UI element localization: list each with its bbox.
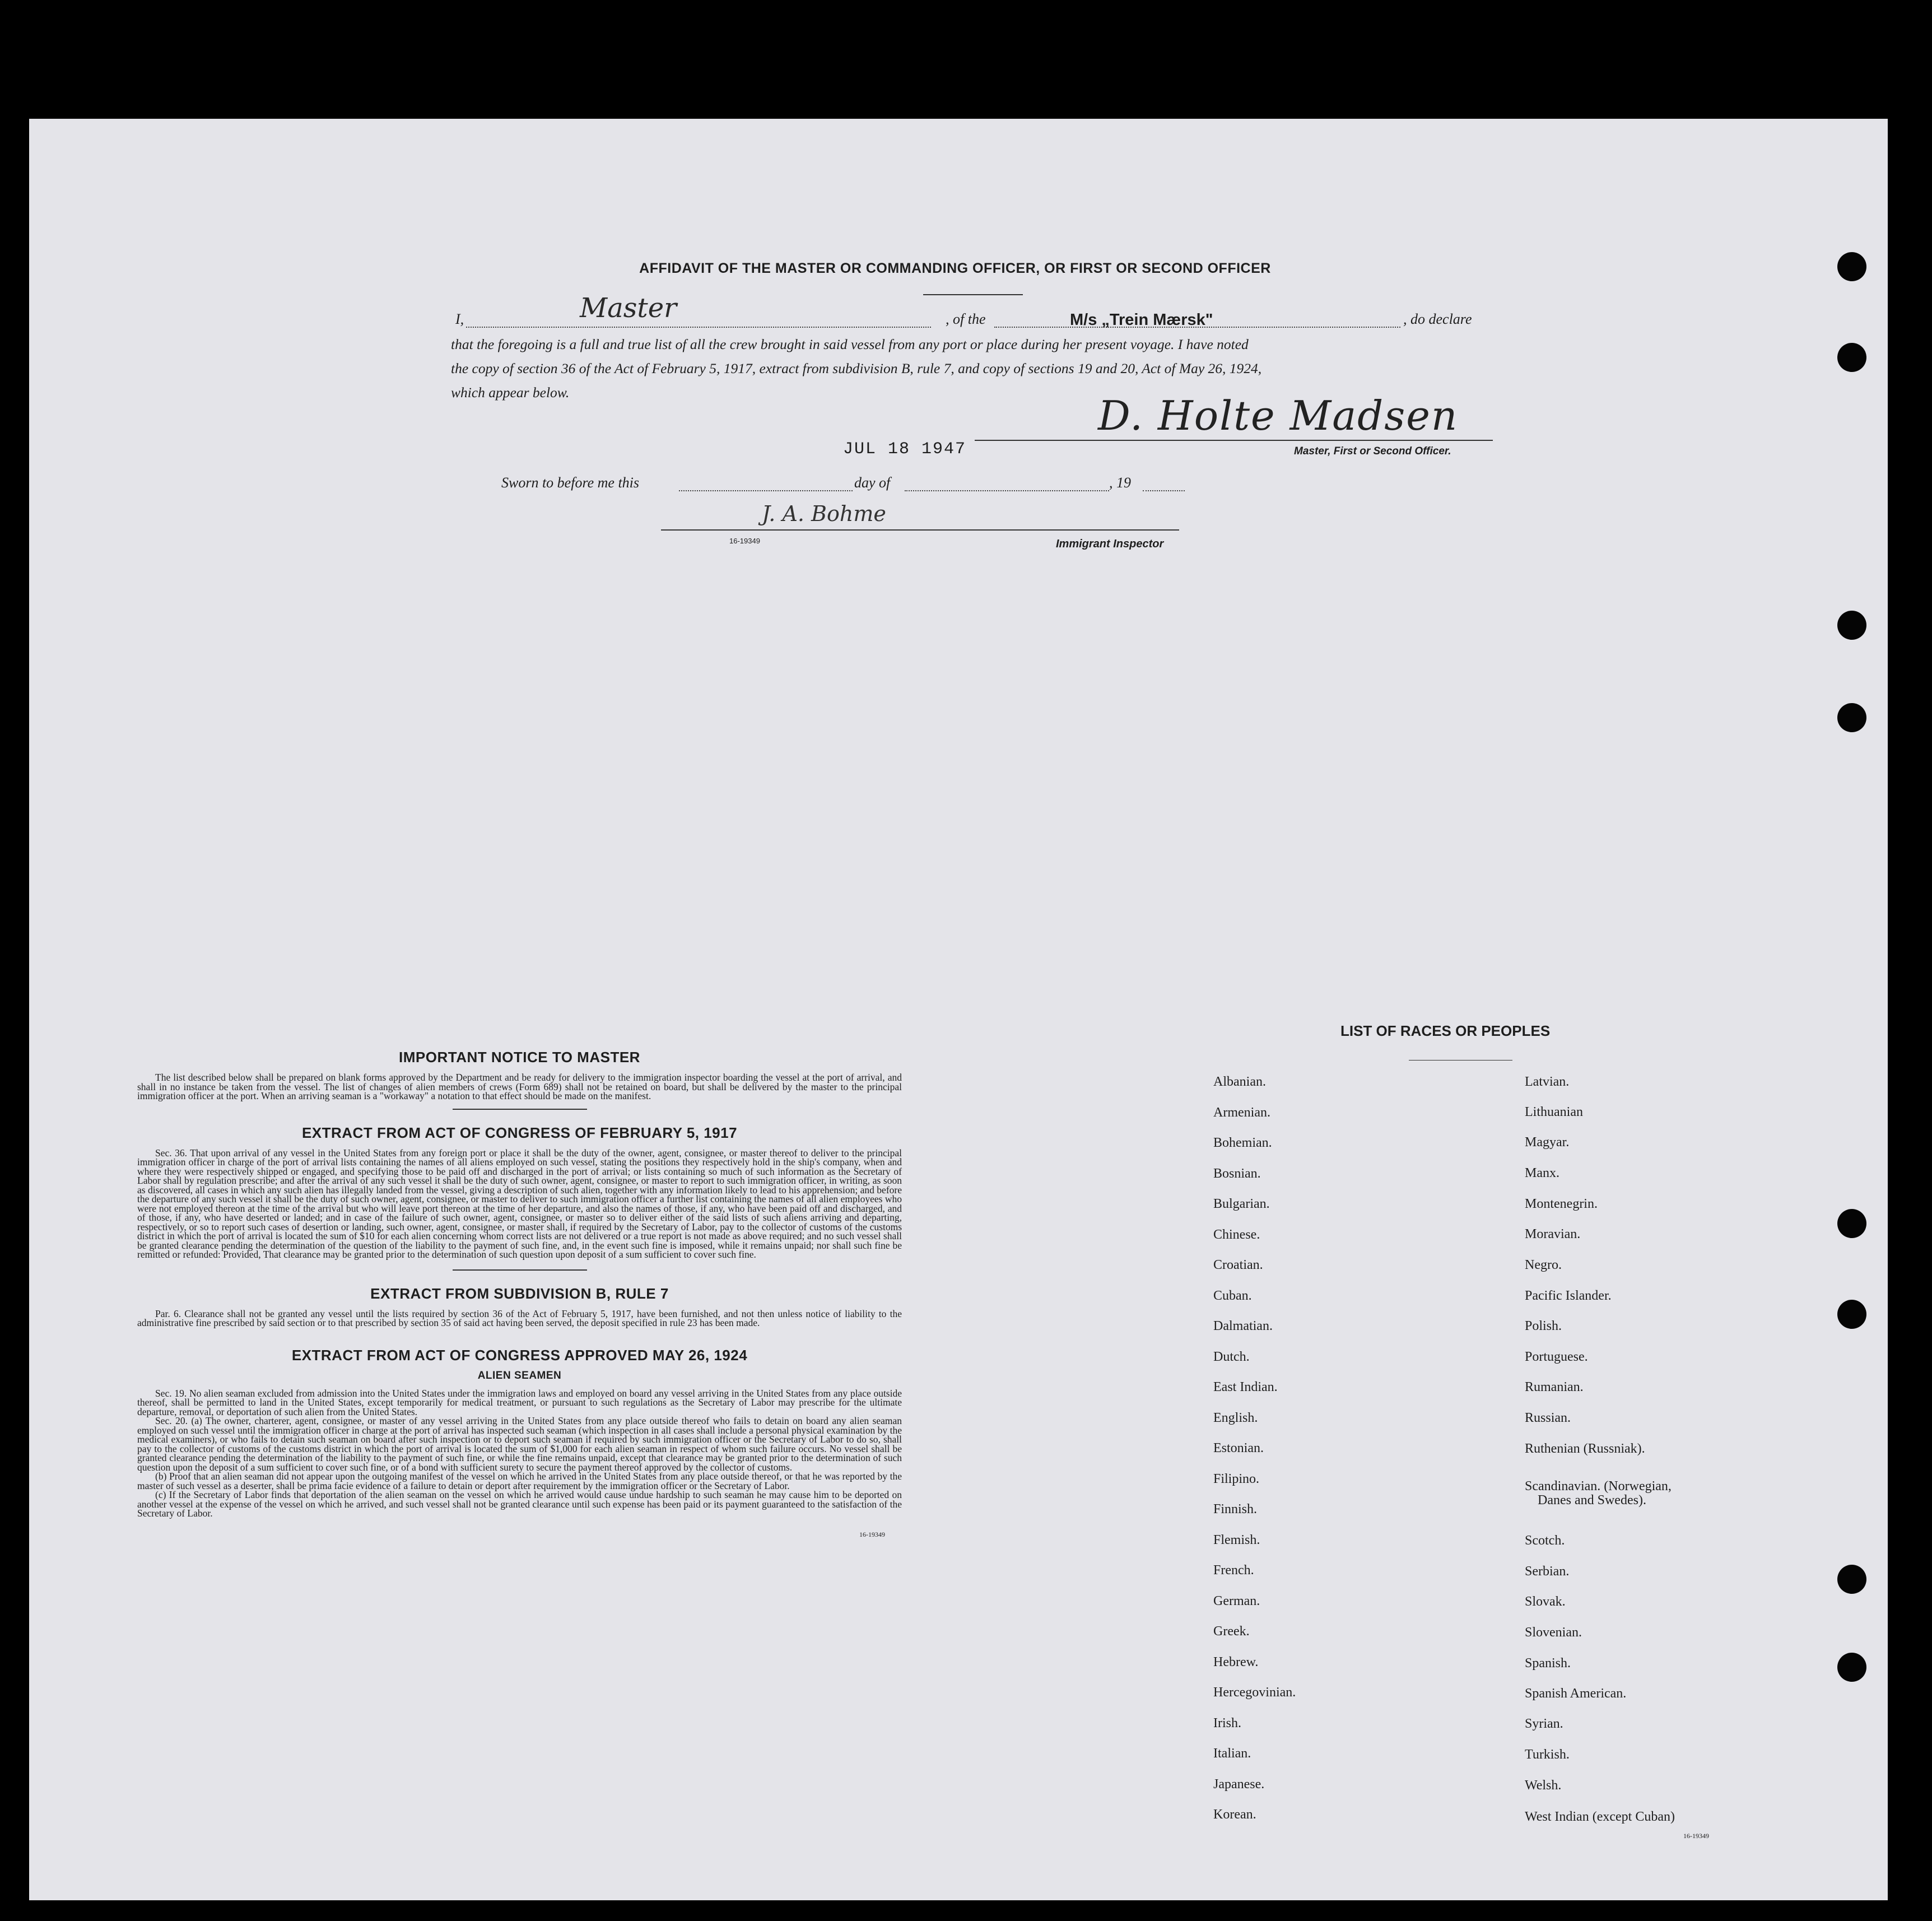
race-item: Spanish American. <box>1525 1686 1627 1701</box>
binder-hole <box>1837 703 1866 732</box>
race-item: Syrian. <box>1525 1717 1563 1731</box>
vessel-name: M/s „Trein Mærsk" <box>1070 311 1213 329</box>
race-item: Serbian. <box>1525 1564 1570 1579</box>
race-item: Portuguese. <box>1525 1350 1588 1364</box>
sec20c-text: (c) If the Secretary of Labor finds that deportation of the alien seaman on the vessel on which he arrived would cause undue hardship to such seaman he may cause him to be deported on another vessel at the expense of the vessel on which he arrived, and such vessel shall not be granted clearance until such expense has been paid or its payment guaranteed to the satisfaction of the Secretary of Labor. <box>137 1489 902 1519</box>
race-item: Turkish. <box>1525 1747 1570 1762</box>
name-handwritten: Master <box>580 292 677 324</box>
race-item: Flemish. <box>1213 1532 1260 1547</box>
binder-hole <box>1837 1300 1866 1329</box>
binder-hole <box>1837 343 1866 372</box>
affidavit-body-line: which appear below. <box>451 384 570 401</box>
affidavit-body-line: that the foregoing is a full and true list of all the crew brought in said vessel from any port or place during her present voyage. I have noted <box>451 336 1249 352</box>
inspector-signature: J. A. Bohme <box>762 501 886 526</box>
race-item: French. <box>1213 1563 1254 1578</box>
year-prefix: , 19 <box>1109 475 1131 491</box>
race-item: Finnish. <box>1213 1502 1258 1517</box>
master-signature: D. Holte Madsen <box>1098 392 1459 439</box>
name-blank <box>466 327 931 328</box>
race-item: Pacific Islander. <box>1525 1289 1612 1303</box>
signature-line <box>975 440 1493 441</box>
race-item: Armenian. <box>1213 1105 1270 1120</box>
race-item: Spanish. <box>1525 1656 1571 1671</box>
legal-column <box>137 1049 902 1539</box>
race-item: Irish. <box>1213 1715 1241 1731</box>
race-item: Hebrew. <box>1213 1654 1259 1669</box>
race-item: Dalmatian. <box>1213 1319 1273 1333</box>
race-item: Cuban. <box>1213 1288 1252 1303</box>
race-item: Korean. <box>1213 1807 1256 1822</box>
binder-hole <box>1837 1209 1866 1238</box>
race-item: Montenegrin. <box>1525 1197 1598 1211</box>
race-item: Lithuanian <box>1525 1105 1583 1119</box>
race-item: East Indian. <box>1213 1380 1278 1394</box>
race-item: Rumanian. <box>1525 1380 1584 1394</box>
title-rule <box>923 294 1023 295</box>
i-label: I, <box>455 311 464 327</box>
extract-1917-title: EXTRACT FROM ACT OF CONGRESS OF FEBRUARY 5, 1917 <box>301 1124 738 1141</box>
binder-hole <box>1837 1565 1866 1594</box>
day-of-label: day of <box>854 475 891 491</box>
inspector-caption: Immigrant Inspector <box>1056 538 1164 550</box>
notice-title: IMPORTANT NOTICE TO MASTER <box>399 1049 640 1066</box>
extract-rule7-title: EXTRACT FROM SUBDIVISION B, RULE 7 <box>370 1285 669 1302</box>
form-page <box>29 119 1888 1900</box>
binder-hole <box>1837 1653 1866 1682</box>
race-item: Ruthenian (Russniak). <box>1525 1441 1645 1456</box>
notice-text: The list described below shall be prepared on blank forms approved by the Department and be ready for delivery to the immigration inspector boarding the vessel at the port of arrival, and shall in no instance be taken from the vessel. The list of changes of alien members of crews (Form 689) shall not be retained on board, but shall be delivered by the master to the principal immigration officer at the port. When an arriving seaman is a "workaway" a notation to that effect should be made on the manifest. <box>137 1072 902 1101</box>
sec20a-text: Sec. 20. (a) The owner, charterer, agent, consignee, or master of any vessel arriving in the United States from any place outside thereof who fails to detain on board any alien seaman employed on such vessel until the immigration officer in charge at the port of arrival has inspected such seaman (which inspection in all cases shall include a personal physical examination by the medical examiners), or who fails to detain such seaman on board after such inspection or to deport such seaman if required by such immigration officer or the Secretary of Labor to do so, shall pay to the collector of customs of the customs district in which the port of arrival is located the sum of $1,000 for each alien seaman in respect of whom such failure occurs. No vessel shall be granted clearance pending the determination of the liability to the payment of such fine, or while the fine remains unpaid, except that clearance may be granted prior to the determination of such question upon the deposit of a sum sufficient to cover such fine, or of a bond with sufficient surety to secure the payment thereof approved by the collector of customs. <box>137 1415 902 1473</box>
do-declare-label: , do declare <box>1403 311 1472 327</box>
race-item: Japanese. <box>1213 1776 1265 1792</box>
race-item: Manx. <box>1525 1166 1559 1180</box>
race-item: Italian. <box>1213 1746 1251 1761</box>
race-item: Slovak. <box>1525 1594 1566 1609</box>
race-item: German. <box>1213 1593 1260 1608</box>
year-blank <box>1143 490 1185 491</box>
race-item: West Indian (except Cuban) <box>1525 1810 1675 1824</box>
month-blank <box>905 490 1109 491</box>
races-title: LIST OF RACES OR PEOPLES <box>1340 1022 1551 1039</box>
day-blank <box>679 490 853 491</box>
race-item: Dutch. <box>1213 1349 1250 1364</box>
race-item: Croatian. <box>1213 1258 1263 1272</box>
race-item: Hercegovinian. <box>1213 1685 1296 1700</box>
race-item: Albanian. <box>1213 1075 1266 1089</box>
sworn-label: Sworn to before me this <box>501 475 640 491</box>
of-the-label: , of the <box>946 311 986 327</box>
inspector-line <box>661 529 1179 531</box>
section-rule <box>453 1109 587 1110</box>
race-item: Chinese. <box>1213 1227 1260 1242</box>
binder-hole <box>1837 611 1866 640</box>
race-item: Greek. <box>1213 1624 1250 1639</box>
race-item: Scandinavian. (Norwegian, <box>1525 1479 1672 1494</box>
race-item: Polish. <box>1525 1319 1562 1333</box>
date-stamp: JUL 18 1947 <box>843 440 967 459</box>
race-item: Scotch. <box>1525 1533 1565 1548</box>
sec20b-text: (b) Proof that an alien seaman did not appear upon the outgoing manifest of the vessel on which he arrived in the United States from any place outside thereof, or that he was reported by the master of such vessel as a deserter, shall be prima facie evidence of a failure to detain or deport after requirement by the immigration officer or the Secretary of Labor. <box>137 1471 902 1491</box>
signature-caption: Master, First or Second Officer. <box>1294 445 1451 457</box>
sec19-text: Sec. 19. No alien seaman excluded from admission into the United States under the immigration laws and employed on board any vessel arriving in the United States from any place outside thereof, shall be permitted to land in the United States, except temporarily for medical treatment, or pursuant to such regulations as the Secretary of Labor may prescribe for the ultimate departure, removal, or deportation of such alien from the United States. <box>137 1387 902 1417</box>
extract-1924-title: EXTRACT FROM ACT OF CONGRESS APPROVED MAY 26, 1924 <box>291 1346 748 1364</box>
extract-1924-subtitle: ALIEN SEAMEN <box>477 1369 562 1382</box>
form-number: 16-19349 <box>1683 1832 1709 1840</box>
race-item-continuation: Danes and Swedes). <box>1538 1493 1646 1508</box>
race-item: Bulgarian. <box>1213 1197 1270 1211</box>
affidavit-title: AFFIDAVIT OF THE MASTER OR COMMANDING OFFICER, OR FIRST OR SECOND OFFICER <box>639 261 1271 276</box>
affidavit-body-line: the copy of section 36 of the Act of February 5, 1917, extract from subdivision B, rule 7, and copy of sections 19 and 20, Act of May 26, 1924, <box>451 360 1262 376</box>
race-item: Latvian. <box>1525 1075 1570 1089</box>
race-item: English. <box>1213 1410 1258 1425</box>
section-rule <box>453 1269 587 1271</box>
race-item: Negro. <box>1525 1258 1562 1272</box>
extract-rule7-text: Par. 6. Clearance shall not be granted any vessel until the lists required by section 36 of the Act of February 5, 1917, have been furnished, and not then unless notice of liability to the administrative fine prescribed by said section or to that prescribed by section 35 of said act having been served, the deposit specified in rule 23 has been made. <box>137 1308 902 1328</box>
race-item: Magyar. <box>1525 1135 1570 1150</box>
race-item: Slovenian. <box>1525 1625 1582 1640</box>
race-item: Estonian. <box>1213 1441 1264 1455</box>
race-item: Bohemian. <box>1213 1136 1272 1150</box>
form-number: 16-19349 <box>729 537 760 545</box>
race-item: Russian. <box>1525 1411 1571 1425</box>
race-item: Filipino. <box>1213 1471 1260 1486</box>
form-number: 16-19349 <box>859 1530 885 1538</box>
race-item: Welsh. <box>1525 1778 1562 1793</box>
race-item: Moravian. <box>1525 1227 1581 1241</box>
binder-hole <box>1837 252 1866 281</box>
extract-1917-text: Sec. 36. That upon arrival of any vessel in the United States from any foreign port or place it shall be the duty of the owner, agent, consignee, or master thereof to deliver to the principal immigration officer in charge of the port of arrival lists containing the names of all aliens employed on such vessel, stating the positions they respectively hold in the ship's company, when and where they were respectively shipped or engaged, and specifying those to be paid off and discharged in the port of arrival; or lists containing so much of such information as the Secretary of Labor shall by regulation prescribe; and after the arrival of any such vessel it shall be the duty of such owner, agent, consignee, or master to report to such immigration officer, in writing, as soon as discovered, all cases in which any such alien has illegally landed from the vessel, giving a description of such alien, together with any information likely to lead to his apprehension; and before the departure of any such vessel it shall be the duty of such owner, agent, consignee, or master to deliver to such immigration officer a further list containing the names of all alien employees who were not employed thereon at the time of the arrival but who will leave port thereon at the time of her departure, and also the names of those, if any, who have been paid off and discharged, and of those, if any, who have deserted or landed; and in case of the failure of such owner, agent, consignee, or master so to deliver either of the said lists of such aliens arriving and departing, respectively, or so to report such cases of desertion or landing, such owner, agent, consignee, or master shall, if required by the Secretary of Labor, pay to the collector of customs of the customs district in which the port of arrival is located the sum of $10 for each alien concerning whom correct lists are not delivered or a true report is not made as above required; and no such vessel shall be granted clearance pending the determination of the question of the liability to the payment of such fine, and, in the event such fine is imposed, while it remains unpaid; nor shall such fine be remitted or refunded: Provided, That clearance may be granted prior to the determination of such question upon deposit of a sum sufficient to cover such fine. <box>137 1147 902 1260</box>
race-item: Bosnian. <box>1213 1166 1261 1181</box>
